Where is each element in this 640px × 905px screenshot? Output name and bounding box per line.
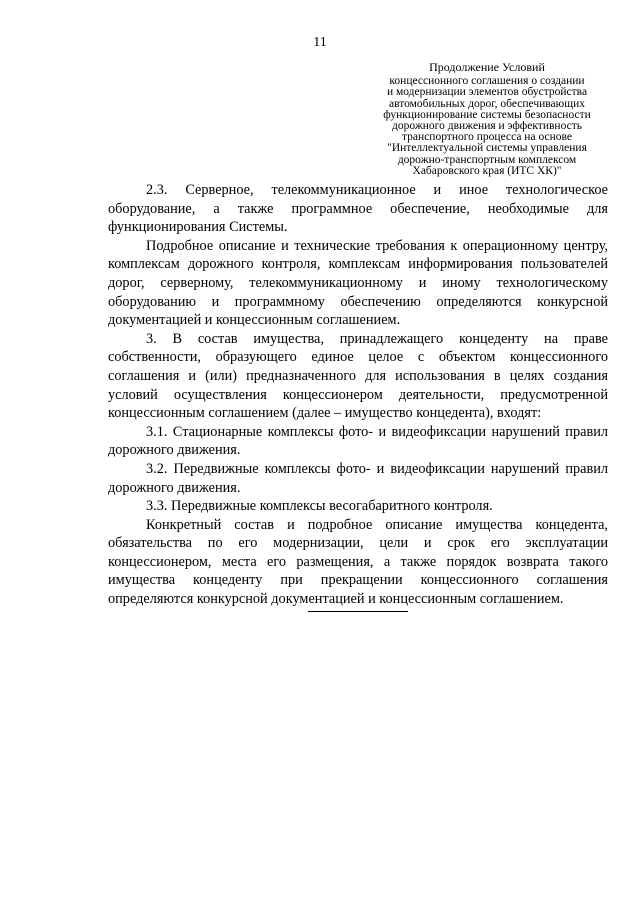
header-line: дорожно-транспортным комплексом — [397, 153, 577, 166]
header-line: "Интеллектуальной системы управления — [387, 142, 587, 155]
header-line: дорожного движения и эффективность — [392, 120, 582, 133]
page-number: 11 — [313, 35, 327, 50]
header-line: и модернизации элементов обустройства — [386, 86, 588, 99]
paragraph-3-3: 3.3. Передвижные комплексы весогабаритного контроля. — [146, 498, 493, 515]
paragraph-3-1: 3.1. Стационарные комплексы фото- и видеофиксации нарушений правил дорожного движения. — [108, 423, 608, 459]
document-body — [108, 181, 608, 609]
document-header — [374, 62, 600, 177]
paragraph-requirements: Подробное описание и технические требования к операционному центру, комплексам дорожного контроля, комплексам информирования пользователей дорог, серверному, телекоммуникационному и иному технологическому оборудованию и программному обеспечению определяются конкурсной документацией и концессионным соглашением. — [108, 237, 608, 329]
paragraph-3-2: 3.2. Передвижные комплексы фото- и видеофиксации нарушений правил дорожного движения. — [108, 460, 608, 496]
header-line: транспортного процесса на основе — [402, 131, 572, 144]
header-line: Продолжение Условий — [429, 60, 545, 74]
paragraph-3: 3. В состав имущества, принадлежащего концеденту на праве собственности, образующего единое целое с объектом концессионного соглашения и (или) предназначенного для использования в целях создания условий осуществления концессионером деятельности, предусмотренной концессионным соглашением (далее – имущество концедента), входят: — [108, 330, 608, 422]
header-line: концессионного соглашения о создании — [389, 75, 585, 88]
paragraph-composition: Конкретный состав и подробное описание имущества концедента, обязательства по его модернизации, цели и срок его эксплуатации концессионером, места его размещения, а также порядок возврата такого имущества концеденту при прекращении концессионного соглашения определяются конкурсной документацией и концессионным соглашением. — [108, 516, 608, 608]
separator-line — [308, 611, 408, 612]
header-line: автомобильных дорог, обеспечивающих — [388, 97, 586, 110]
paragraph-2-3: 2.3. Серверное, телекоммуникационное и иное технологическое оборудование, а также программное обеспечение, необходимые для функционирования Системы. — [108, 182, 608, 236]
header-line: функционирование системы безопасности — [383, 108, 591, 121]
header-line: Хабаровского края (ИТС ХК)" — [412, 164, 562, 177]
